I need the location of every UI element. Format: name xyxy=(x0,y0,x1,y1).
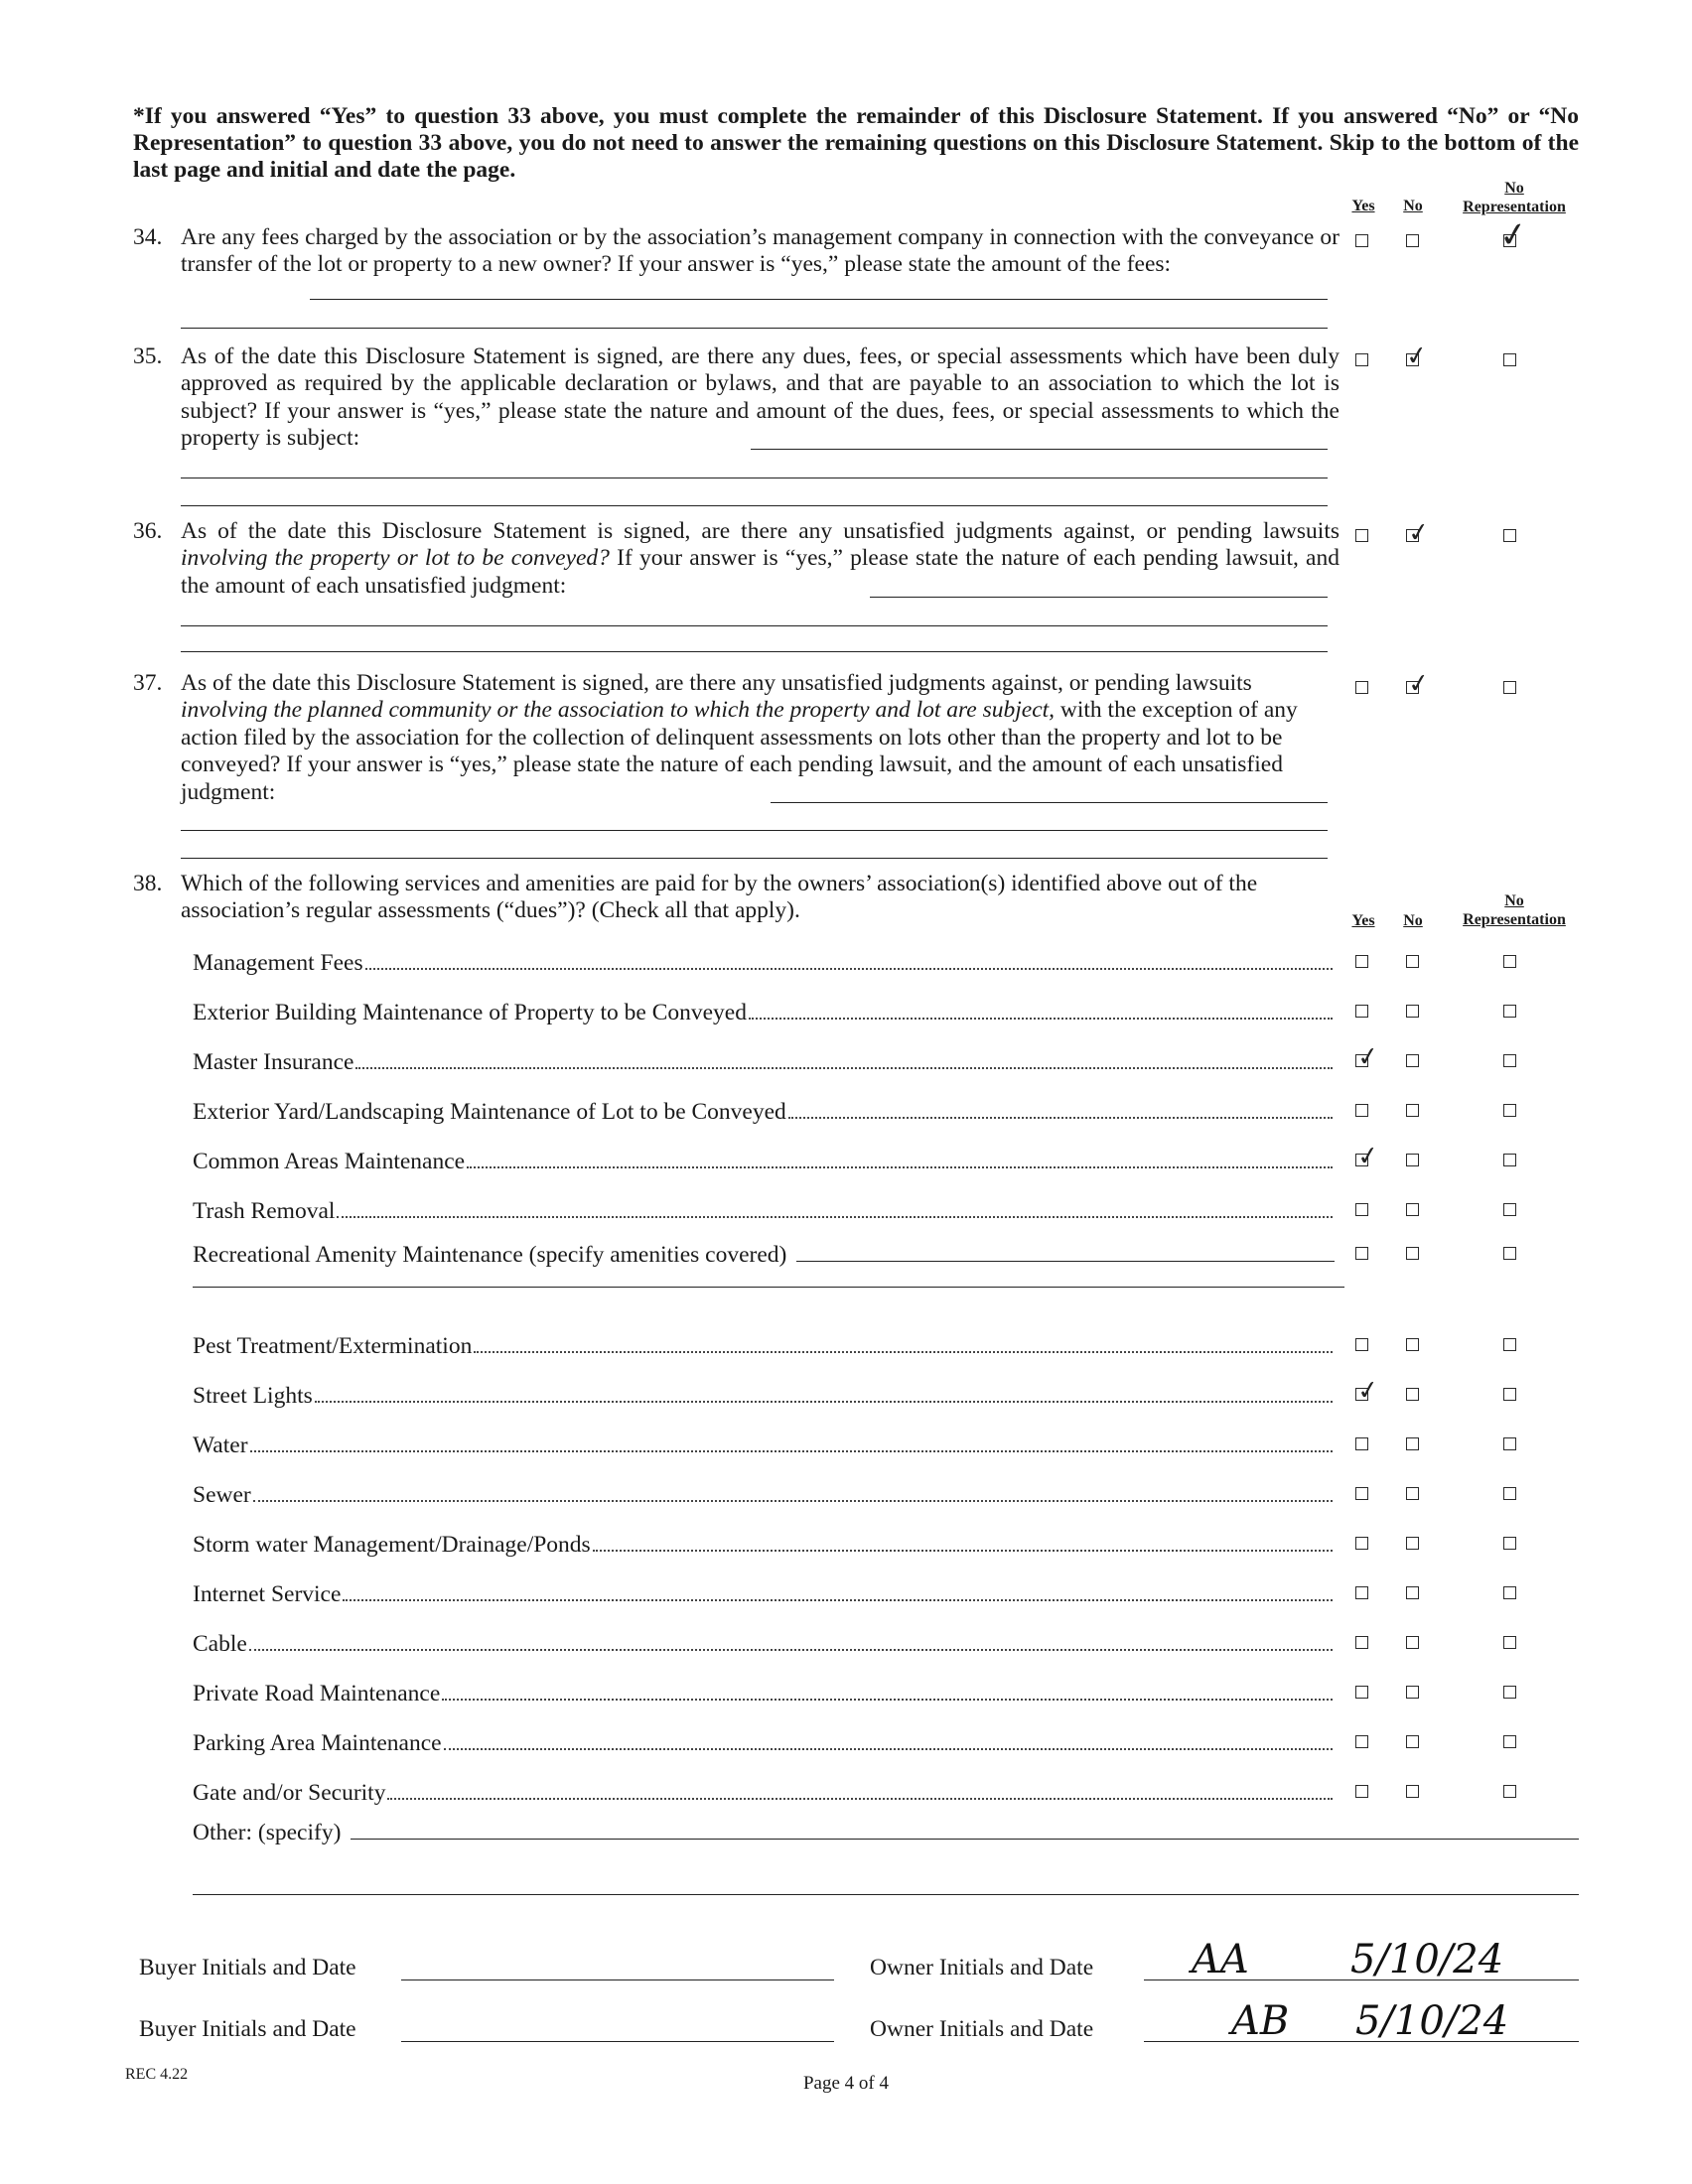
dot-leader xyxy=(467,1165,1333,1168)
page-number: Page 4 of 4 xyxy=(802,2073,889,2094)
service-label: Pest Treatment/Extermination xyxy=(193,1333,473,1359)
q37-no-representation-checkbox[interactable] xyxy=(1503,681,1516,694)
other-specify-field[interactable] xyxy=(351,1839,1579,1840)
service-yes-checkbox[interactable] xyxy=(1355,1785,1368,1798)
other-row xyxy=(193,1819,1579,1846)
service-yes-checkbox[interactable] xyxy=(1355,1203,1368,1216)
dot-leader xyxy=(788,1116,1333,1119)
column-no-header: No xyxy=(1403,198,1423,214)
question-34: 34. Are any fees charged by the association or by the association’s management company in connection with the conveyance or transfer of the lot or property to a new owner? If your answer is “yes,” please state the amount of the fees: xyxy=(133,224,1340,278)
service-row xyxy=(193,1680,1335,1707)
service-row xyxy=(193,1098,1335,1126)
checkmark-icon: ✓ xyxy=(1355,1140,1381,1173)
other-specify-label: Other: (specify) xyxy=(193,1820,342,1845)
service-row xyxy=(193,1630,1335,1658)
amenities-specify-line-2[interactable] xyxy=(193,1287,1344,1288)
service-no-representation-checkbox[interactable] xyxy=(1503,1005,1516,1018)
service-no-representation-checkbox[interactable] xyxy=(1503,1154,1516,1166)
checkmark-icon: ✓ xyxy=(1406,667,1432,701)
service-row xyxy=(193,949,1335,977)
owner-date-2: 5/10/24 xyxy=(1355,1998,1509,2044)
column-yes-header: Yes xyxy=(1351,198,1375,214)
dot-leader xyxy=(355,1066,1333,1069)
checkmark-icon: ✓ xyxy=(1406,516,1432,550)
q35-no-representation-checkbox[interactable] xyxy=(1503,353,1516,366)
service-no-checkbox[interactable] xyxy=(1406,1785,1419,1798)
service-row xyxy=(193,1048,1335,1076)
service-no-checkbox[interactable] xyxy=(1406,1487,1419,1500)
service-yes-checkbox[interactable] xyxy=(1355,1487,1368,1500)
owner-initials-label-2: Owner Initials and Date xyxy=(870,2016,1094,2042)
service-label: Cable xyxy=(193,1631,247,1657)
service-no-checkbox[interactable] xyxy=(1406,1537,1419,1550)
service-label: Internet Service xyxy=(193,1581,342,1607)
service-label: Management Fees xyxy=(193,950,363,976)
service-row xyxy=(193,1729,1335,1757)
service-no-checkbox[interactable] xyxy=(1406,1586,1419,1599)
service-row xyxy=(193,1382,1335,1410)
q36-yes-checkbox[interactable] xyxy=(1355,529,1368,542)
service-yes-checkbox[interactable] xyxy=(1355,955,1368,968)
dot-leader xyxy=(749,1017,1333,1020)
service-no-representation-checkbox[interactable] xyxy=(1503,1247,1516,1260)
service-no-checkbox[interactable] xyxy=(1406,1437,1419,1450)
service-label: Sewer xyxy=(193,1482,251,1508)
service-no-representation-checkbox[interactable] xyxy=(1503,1203,1516,1216)
buyer-initials-field-2[interactable] xyxy=(401,2041,834,2042)
checkmark-icon: ✓ xyxy=(1404,340,1430,373)
dot-leader xyxy=(250,1449,1333,1452)
column-yes-header-2: Yes xyxy=(1351,912,1375,929)
service-no-checkbox[interactable] xyxy=(1406,1636,1419,1649)
service-row xyxy=(193,1531,1335,1559)
dot-leader xyxy=(253,1499,1333,1502)
amenities-specify-line[interactable] xyxy=(796,1261,1335,1262)
service-no-checkbox[interactable] xyxy=(1406,1338,1419,1351)
service-no-representation-checkbox[interactable] xyxy=(1503,1785,1516,1798)
service-label: Private Road Maintenance xyxy=(193,1681,441,1706)
service-no-checkbox[interactable] xyxy=(1406,1203,1419,1216)
service-no-representation-checkbox[interactable] xyxy=(1503,955,1516,968)
buyer-initials-label-2: Buyer Initials and Date xyxy=(139,2016,356,2042)
service-no-representation-checkbox[interactable] xyxy=(1503,1735,1516,1748)
service-yes-checkbox[interactable] xyxy=(1355,1437,1368,1450)
service-yes-checkbox[interactable] xyxy=(1355,1005,1368,1018)
dot-leader xyxy=(249,1648,1333,1651)
instructions-paragraph: *If you answered “Yes” to question 33 above, you must complete the remainder of this Disclosure Statement. If you answered “No” or “No Representation” to question 33 above, you do not need to answer the remaining questions on this Disclosure Statement. Skip to the bottom of the last page and initial and date the page. xyxy=(133,103,1579,184)
service-row xyxy=(193,1241,1335,1269)
column-no-representation-header-2: No Representation xyxy=(1463,892,1566,929)
service-label: Parking Area Maintenance xyxy=(193,1730,442,1756)
dot-leader xyxy=(365,967,1333,970)
q35-answer-line[interactable] xyxy=(751,449,1328,450)
service-label: Street Lights xyxy=(193,1383,313,1409)
q36-answer-line[interactable] xyxy=(870,597,1328,598)
service-label: Exterior Yard/Landscaping Maintenance of Lot to be Conveyed xyxy=(193,1099,786,1125)
service-label: Storm water Management/Drainage/Ponds xyxy=(193,1532,591,1558)
service-row xyxy=(193,1779,1335,1807)
question-37: 37. As of the date this Disclosure Statement is signed, are there any unsatisfied judgments against, or pending lawsuits involving the planned community or the association to which the property and lot are subject, with the exception of any action filed by the association for the collection of delinquent assessments on lots other than the property and lot to be conveyed? If your answer is “yes,” please state the nature of each pending lawsuit, and the amount of each unsatisfied judgment: xyxy=(133,670,1298,805)
service-no-checkbox[interactable] xyxy=(1406,1735,1419,1748)
service-row xyxy=(193,1432,1335,1459)
q34-answer-line-2[interactable] xyxy=(181,328,1328,329)
service-row xyxy=(193,1197,1335,1225)
column-no-representation-header: No Representation xyxy=(1463,180,1566,216)
service-no-checkbox[interactable] xyxy=(1406,1154,1419,1166)
q37-answer-line[interactable] xyxy=(771,802,1328,803)
service-no-checkbox[interactable] xyxy=(1406,1054,1419,1067)
question-36: 36. As of the date this Disclosure Statement is signed, are there any unsatisfied judgments against, or pending lawsuits involving the property or lot to be conveyed? If your answer is “yes,” please state the nature of each pending lawsuit, and the amount of each unsatisfied judgment: xyxy=(133,518,1340,599)
other-specify-line-2[interactable] xyxy=(193,1894,1579,1895)
dot-leader xyxy=(343,1598,1333,1601)
checkmark-icon: ✓ xyxy=(1355,1040,1381,1074)
q37-answer-line-2[interactable] xyxy=(181,830,1328,831)
q35-yes-checkbox[interactable] xyxy=(1355,353,1368,366)
service-no-representation-checkbox[interactable] xyxy=(1503,1487,1516,1500)
checkmark-icon: ✓ xyxy=(1355,1374,1381,1408)
service-no-representation-checkbox[interactable] xyxy=(1503,1437,1516,1450)
service-no-representation-checkbox[interactable] xyxy=(1503,1537,1516,1550)
q34-yes-checkbox[interactable] xyxy=(1355,234,1368,247)
column-no-header-2: No xyxy=(1403,912,1423,929)
q34-no-checkbox[interactable] xyxy=(1406,234,1419,247)
service-row xyxy=(193,1580,1335,1608)
q36-no-representation-checkbox[interactable] xyxy=(1503,529,1516,542)
service-row xyxy=(193,1481,1335,1509)
service-row xyxy=(193,999,1335,1026)
buyer-initials-field-1[interactable] xyxy=(401,1979,834,1980)
dot-leader xyxy=(474,1350,1333,1353)
service-no-representation-checkbox[interactable] xyxy=(1503,1586,1516,1599)
service-label: Exterior Building Maintenance of Property to be Conveyed xyxy=(193,1000,747,1025)
owner-initials-label-1: Owner Initials and Date xyxy=(870,1955,1094,1980)
service-yes-checkbox[interactable] xyxy=(1355,1537,1368,1550)
service-yes-checkbox[interactable] xyxy=(1355,1636,1368,1649)
owner-initials-1: AA xyxy=(1192,1937,1249,1982)
service-no-checkbox[interactable] xyxy=(1406,1247,1419,1260)
service-no-checkbox[interactable] xyxy=(1406,1686,1419,1699)
service-no-representation-checkbox[interactable] xyxy=(1503,1054,1516,1067)
service-no-representation-checkbox[interactable] xyxy=(1503,1338,1516,1351)
service-row xyxy=(193,1332,1335,1360)
buyer-initials-label-1: Buyer Initials and Date xyxy=(139,1955,356,1980)
service-no-checkbox[interactable] xyxy=(1406,1104,1419,1117)
q35-answer-line-3[interactable] xyxy=(181,505,1328,506)
q37-answer-line-3[interactable] xyxy=(181,858,1328,859)
service-no-checkbox[interactable] xyxy=(1406,1005,1419,1018)
service-yes-checkbox[interactable] xyxy=(1355,1338,1368,1351)
service-yes-checkbox[interactable] xyxy=(1355,1247,1368,1260)
checkmark-icon: ✓ xyxy=(1496,213,1531,257)
dot-leader xyxy=(444,1747,1333,1750)
service-yes-checkbox[interactable] xyxy=(1355,1735,1368,1748)
dot-leader xyxy=(442,1698,1333,1701)
service-label: Master Insurance xyxy=(193,1049,354,1075)
q34-answer-line[interactable] xyxy=(310,299,1328,300)
question-35: 35. As of the date this Disclosure Statement is signed, are there any dues, fees, or special assessments which have been duly approved as required by the applicable declaration or bylaws, and that are payable to an association to which the lot is subject? If your answer is “yes,” please state the nature and amount of the dues, fees, or special assessments to which the property is subject: xyxy=(133,343,1340,452)
dot-leader xyxy=(593,1549,1333,1552)
service-label: Water xyxy=(193,1433,248,1458)
service-yes-checkbox[interactable] xyxy=(1355,1104,1368,1117)
dot-leader xyxy=(315,1400,1333,1403)
owner-date-1: 5/10/24 xyxy=(1350,1937,1504,1982)
service-row xyxy=(193,1148,1335,1175)
service-no-representation-checkbox[interactable] xyxy=(1503,1686,1516,1699)
service-no-checkbox[interactable] xyxy=(1406,1388,1419,1401)
q36-answer-line-2[interactable] xyxy=(181,625,1328,626)
q37-yes-checkbox[interactable] xyxy=(1355,681,1368,694)
service-yes-checkbox[interactable] xyxy=(1355,1586,1368,1599)
q36-answer-line-3[interactable] xyxy=(181,651,1328,652)
question-38: 38. Which of the following services and amenities are paid for by the owners’ association(s) identified above out of the association’s regular assessments (“dues”)? (Check all that apply). xyxy=(133,871,1258,924)
service-no-representation-checkbox[interactable] xyxy=(1503,1104,1516,1117)
service-no-checkbox[interactable] xyxy=(1406,955,1419,968)
service-label: Gate and/or Security xyxy=(193,1780,386,1806)
dot-leader xyxy=(337,1215,1333,1218)
service-label: Trash Removal xyxy=(193,1198,336,1224)
owner-initials-2: AB xyxy=(1231,1998,1290,2044)
service-no-representation-checkbox[interactable] xyxy=(1503,1636,1516,1649)
dot-leader xyxy=(387,1797,1333,1800)
service-no-representation-checkbox[interactable] xyxy=(1503,1388,1516,1401)
service-yes-checkbox[interactable] xyxy=(1355,1686,1368,1699)
service-label: Common Areas Maintenance xyxy=(193,1149,466,1174)
service-label: Recreational Amenity Maintenance (specify amenities covered) xyxy=(193,1242,787,1268)
form-number: REC 4.22 xyxy=(125,2066,189,2083)
